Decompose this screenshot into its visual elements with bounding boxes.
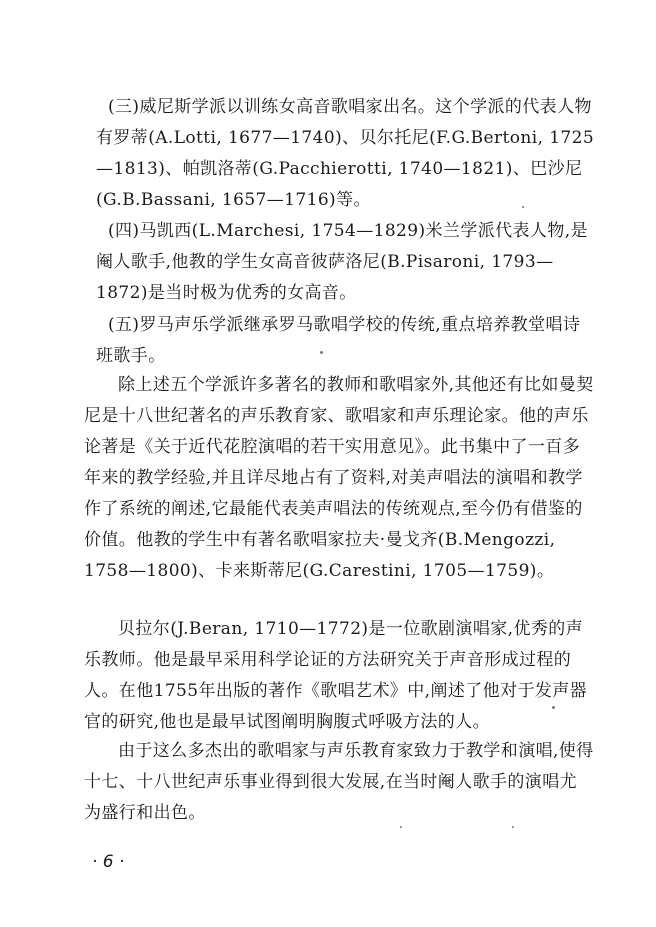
scan-speck: [320, 351, 323, 354]
paragraph-marchesi: (四)马凯西(L.Marchesi, 1754—1829)米兰学派代表人物,是阉人歌手,他教的学生女高音彼萨洛尼(B.Pisaroni, 1793—1872)是当时极为优秀的女高音。: [96, 221, 588, 303]
paragraph-roman-school: (五)罗马声乐学派继承罗马歌唱学校的传统,重点培养教堂唱诗班歌手。: [96, 315, 581, 366]
scan-speck: [400, 826, 402, 828]
scan-speck: [552, 706, 555, 709]
scan-speck: [512, 826, 514, 828]
scan-speck: [522, 206, 524, 208]
paragraph-mancini: 除上述五个学派许多著名的教师和歌唱家外,其他还有比如曼契尼是十八世纪著名的声乐教育家、歌唱家和声乐理论家。他的声乐论著是《关于近代花腔演唱的若干实用意见》。此书集中了一百多年来的教学经验,并且详尽地占有了资料,对美声唱法的演唱和教学作了系统的阐述,它最能代表美声唱法的传统观点,至今仍有借鉴的价值。他教的学生中有著名歌唱家拉夫·曼戈齐(B.Mengozzi, 1758—1800)、卡来斯蒂尼(G.Carestini, 1705—1759)。: [84, 375, 594, 581]
paragraph-conclusion: 由于这么多杰出的歌唱家与声乐教育家致力于教学和演唱,使得十七、十八世纪声乐事业得到很大发展,在当时阉人歌手的演唱尤为盛行和出色。: [84, 741, 594, 823]
paragraph-beran: 贝拉尔(J.Beran, 1710—1772)是一位歌剧演唱家,优秀的声乐教师。他是最早采用科学论证的方法研究关于声音形成过程的人。在他1755年出版的著作《歌唱艺术》中,阐述了他对于发声器官的研究,他也是最早试图阐明胸腹式呼吸方法的人。: [84, 619, 588, 732]
page-number: · 6 ·: [92, 852, 125, 872]
paragraph-venetian-school: (三)威尼斯学派以训练女高音歌唱家出名。这个学派的代表人物有罗蒂(A.Lotti, 1677—1740)、贝尔托尼(F.G.Bertoni, 1725—1813)、帕凯洛蒂(G.Pacchierotti, 1740—1821)、巴沙尼(G.B.Bassani, 1657—1716)等。: [96, 97, 595, 210]
